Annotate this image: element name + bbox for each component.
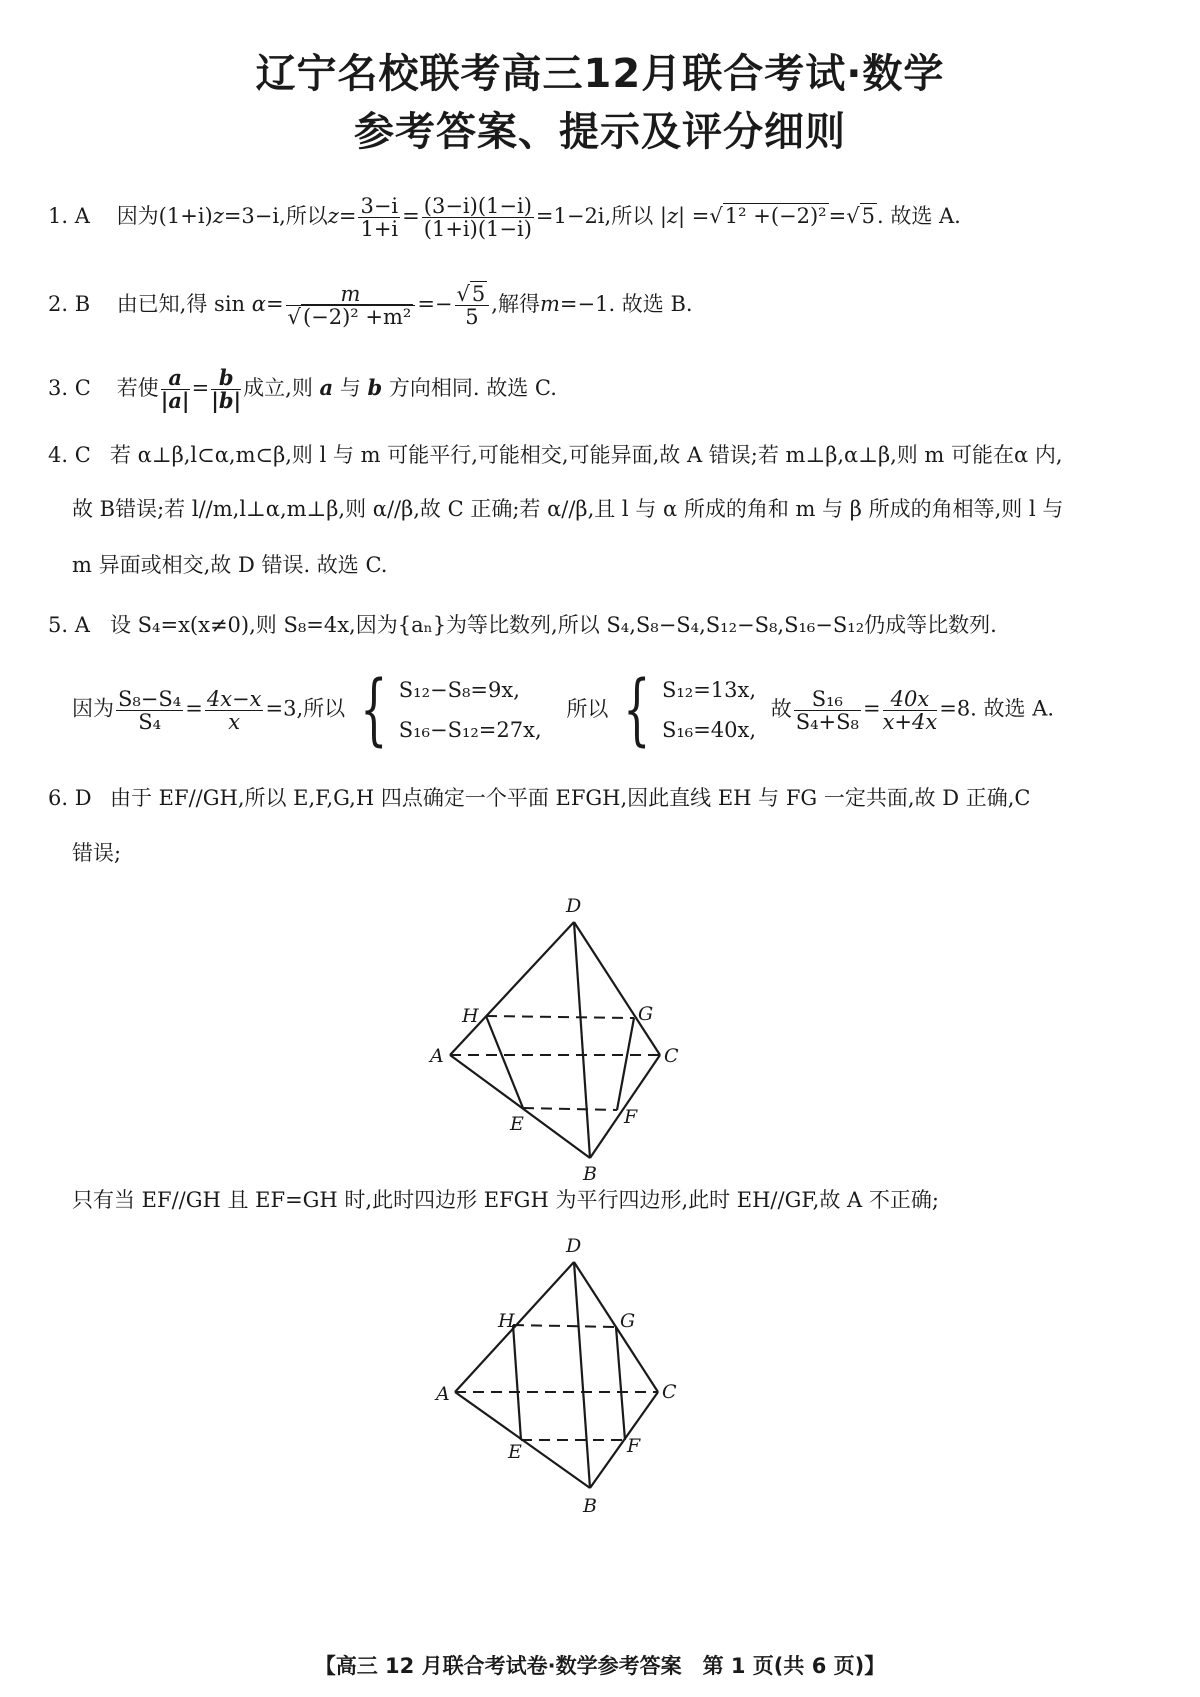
answer-4: [48, 440, 1158, 470]
text: 因为(1+i): [116, 204, 213, 228]
answer-number: 6. D: [48, 786, 92, 810]
segment-GF: [616, 1327, 625, 1440]
text: =: [338, 204, 357, 228]
text: 设 S₄=x(x≠0),则 S₈=4x,因为{aₙ}为等比数列,所以 S₄,S₈−S₄,S₁₂−S₈,S₁₆−S₁₂仍成等比数列.: [110, 613, 997, 637]
numerator: S₁₆: [794, 688, 861, 711]
fraction: [205, 688, 264, 733]
numerator: 4x−x: [206, 686, 262, 711]
label-H: H: [462, 1005, 479, 1027]
text: ,解得: [491, 292, 540, 316]
label-A: A: [436, 1383, 450, 1405]
label-D: D: [566, 1235, 582, 1257]
equation: S₁₂−S₈=9x,: [398, 678, 520, 702]
segment-HE: [513, 1325, 521, 1440]
text: 因为: [72, 696, 114, 721]
numerator: b: [218, 365, 234, 390]
answer-5-line-2: [72, 665, 1182, 760]
text: =1−2i,所以 |: [535, 204, 667, 228]
text: 由于 EF//GH,所以 E,F,G,H 四点确定一个平面 EFGH,因此直线 EH 与 FG 一定共面,故 D 正确,C: [110, 786, 1031, 810]
fraction: [116, 688, 183, 733]
var: a: [319, 375, 334, 400]
fraction: [794, 688, 861, 733]
var: α: [251, 292, 266, 316]
edge-DB: [574, 1262, 590, 1488]
page-title: 辽宁名校联考高三12月联合考试·数学: [255, 51, 945, 97]
numerator: S₈−S₄: [118, 686, 182, 711]
denominator: S₄: [138, 709, 162, 734]
fraction: [358, 195, 400, 240]
label-B: B: [583, 1495, 597, 1517]
figure-hidden-edges: [450, 1016, 660, 1110]
text: =: [265, 292, 284, 316]
answer-number: 4. C: [48, 443, 91, 467]
var: b: [367, 375, 383, 400]
text: 方向相同. 故选 C.: [388, 376, 557, 400]
equation-system: [612, 665, 757, 755]
denominator: 5: [465, 305, 479, 329]
text: | =: [678, 204, 710, 228]
edge-DC: [574, 922, 660, 1055]
text: 由已知,得 sin: [116, 292, 246, 316]
numerator: (3−i)(1−i): [423, 194, 532, 218]
segment-HG-hidden: [513, 1325, 616, 1327]
var: m: [539, 292, 560, 316]
numerator: 5: [471, 282, 486, 306]
text: =8. 故选 A.: [939, 696, 1055, 721]
answer-2: [48, 283, 1158, 328]
equation: S₁₆=40x,: [661, 718, 757, 742]
label-C: C: [662, 1381, 677, 1403]
label-F: F: [624, 1106, 638, 1128]
answer-4-line-2: 故 B错误;若 l//m,l⊥α,m⊥β,则 α//β,故 C 正确;若 α//β,且 l 与 α 所成的角和 m 与 β 所成的角相等,则 l 与: [72, 497, 1064, 521]
var: z: [212, 204, 224, 228]
equation: S₁₆−S₁₂=27x,: [398, 718, 542, 742]
fraction: $\frac{√5}{5}$: [455, 283, 490, 328]
answer-number: 2. B: [48, 292, 91, 316]
label-F: F: [627, 1435, 641, 1457]
denominator: x+4x: [882, 709, 938, 734]
numerator: 3−i: [360, 194, 399, 218]
text: =−: [417, 292, 453, 316]
label-E: E: [510, 1113, 524, 1135]
label-G: G: [638, 1003, 654, 1025]
numerator: a: [168, 365, 182, 390]
figure-hidden-edges: [455, 1325, 658, 1440]
text: =: [191, 376, 210, 400]
tetrahedron-figure-2: [420, 1230, 700, 1530]
brace: {: [623, 665, 651, 755]
answer-6-line-3: 只有当 EF//GH 且 EF=GH 时,此时四边形 EFGH 为平行四边形,此时 EH//GF,故 A 不正确;: [72, 1188, 939, 1212]
fraction: [161, 367, 190, 412]
tetrahedron-figure-1: [420, 890, 700, 1190]
text: 若使: [116, 376, 159, 400]
answer-6: [48, 783, 1158, 813]
text: . 故选 A.: [876, 204, 961, 228]
answer-3: [48, 367, 1158, 412]
text: =−1. 故选 B.: [559, 292, 693, 316]
segment-HG-hidden: [486, 1016, 634, 1018]
text: 成立,则: [243, 376, 313, 400]
edge-DB: [574, 922, 590, 1158]
answer-number: 3. C: [48, 376, 91, 400]
text: =: [862, 696, 881, 721]
text: 故: [770, 696, 792, 721]
brace: {: [360, 665, 388, 755]
answer-number: 5. A: [48, 613, 90, 637]
denominator: |a|: [160, 388, 190, 413]
label-E: E: [508, 1441, 522, 1463]
text: 若 α⊥β,l⊂α,m⊂β,则 l 与 m 可能平行,可能相交,可能异面,故 A 错误;若 m⊥β,α⊥β,则 m 可能在α 内,: [110, 443, 1063, 467]
answer-4-line-3: m 异面或相交,故 D 错误. 故选 C.: [72, 553, 388, 577]
segment-EF-hidden: [523, 1108, 617, 1110]
radicand: 1² +(−2)²: [724, 204, 827, 228]
denominator: S₄+S₈: [795, 709, 859, 734]
page-subtitle: 参考答案、提示及评分细则: [354, 109, 846, 155]
denominator: |b|: [211, 388, 242, 413]
radicand: 5: [861, 204, 875, 228]
label-H: H: [498, 1310, 515, 1332]
text: =: [828, 204, 847, 228]
answer-1: 1. A 因为(1+i)z=3−i,所以z= $\frac{3-i}{1+i}$ = $\frac{(3-i)(1-i)}{(1+i)(1-i)}$ =1−2i,所以 |z| =√1² +(−2)²=√5. 故选 A.: [48, 194, 961, 241]
equation-system: [349, 665, 542, 755]
text: =: [185, 696, 203, 721]
denominator: 1+i: [360, 217, 399, 241]
numerator: m: [340, 282, 361, 306]
denominator: (1+i)(1−i): [423, 217, 532, 241]
numerator: 40x: [890, 686, 930, 711]
answer-6-line-2: 错误;: [72, 841, 122, 865]
edge-AB: [450, 1055, 590, 1158]
denominator: x: [228, 709, 241, 734]
text: 与: [339, 376, 361, 400]
text: =3,所以: [265, 696, 346, 721]
equation: S₁₂=13x,: [661, 678, 757, 702]
label-A: A: [430, 1045, 444, 1067]
fraction: $\frac{m}{\text{√(−2)² +m²}}$: [286, 283, 416, 328]
label-D: D: [566, 895, 582, 917]
var: z: [666, 204, 679, 228]
fraction: [422, 195, 534, 240]
page-footer: 【高三 12 月联合考试卷·数学参考答案 第 1 页(共 6 页)】: [314, 1654, 886, 1678]
label-G: G: [620, 1310, 636, 1332]
var: z: [327, 204, 339, 228]
fraction: [211, 367, 241, 412]
fraction: [883, 688, 938, 733]
label-B: B: [583, 1163, 597, 1185]
denominator: (−2)² +m²: [302, 305, 412, 329]
text: =3−i,所以: [223, 204, 328, 228]
edge-DA: [450, 922, 574, 1055]
answer-number: 1. A: [48, 204, 90, 228]
label-C: C: [664, 1045, 679, 1067]
answer-5: [48, 610, 1158, 640]
text: 所以: [566, 696, 609, 721]
